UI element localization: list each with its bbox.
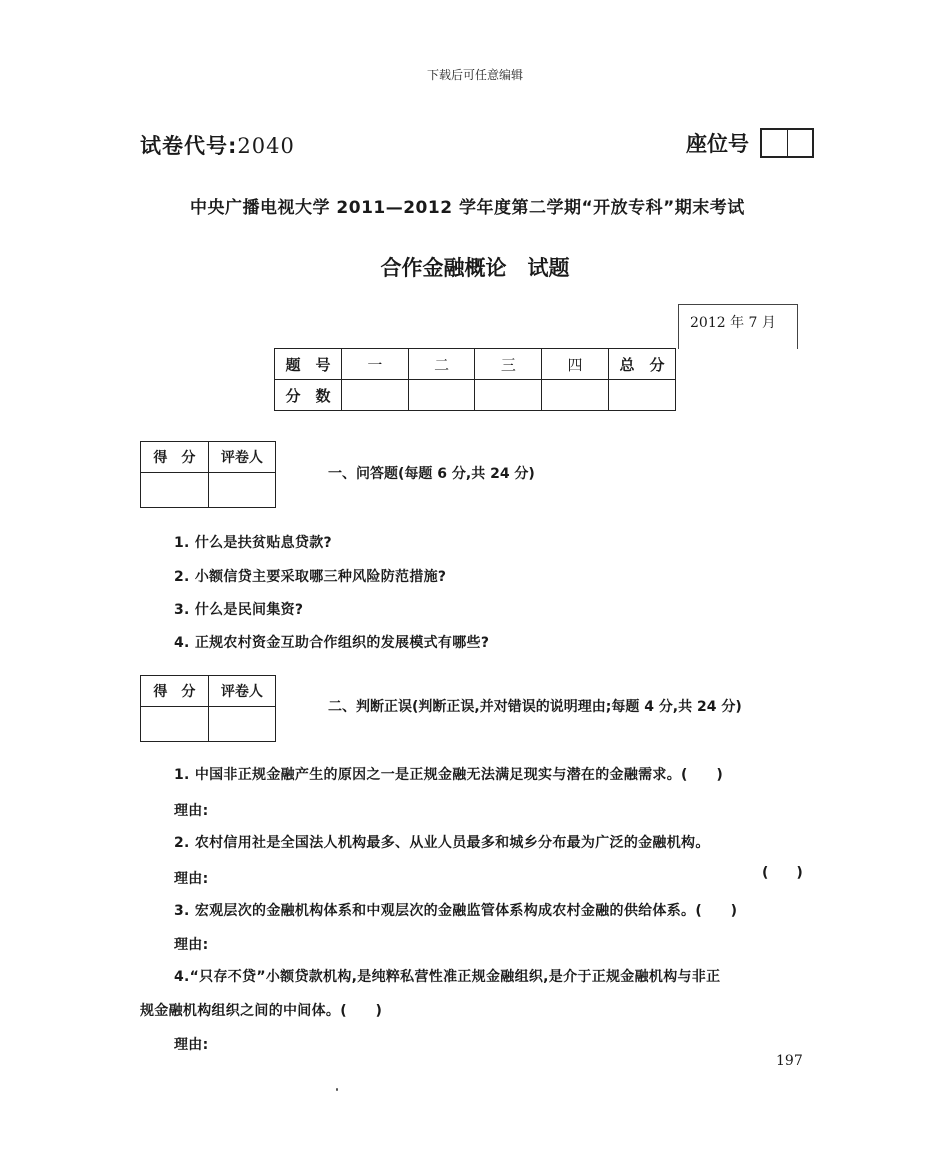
reason-label: 理由: [174, 1037, 209, 1053]
grader-score-cell [141, 707, 209, 742]
section2-question-3: 3. 宏观层次的金融机构体系和中观层次的金融监管体系构成农村金融的供给体系。( ) [174, 903, 738, 919]
seat-number-boxes [760, 128, 814, 158]
section2-question-1: 1. 中国非正规金融产生的原因之一是正规金融无法满足现实与潜在的金融需求。( ) [174, 767, 724, 783]
grader-label: 评卷人 [208, 442, 275, 473]
grader-label: 评卷人 [208, 676, 275, 707]
score-table-header-cell: 二 [408, 349, 475, 380]
grader-box-section1 [140, 441, 276, 508]
download-note: 下载后可任意编辑 [426, 68, 523, 82]
section2-question-2: 2. 农村信用社是全国法人机构最多、从业人员最多和城乡分布最为广泛的金融机构。 [174, 835, 710, 851]
grader-box-section2 [140, 675, 276, 742]
reason-label: 理由: [174, 871, 209, 887]
answer-parentheses: ( ) [762, 865, 803, 881]
exam-title: 中央广播电视大学 2011—2012 学年度第二学期“开放专科”期末考试 [190, 198, 745, 218]
course-title: 合作金融概论 试题 [380, 256, 570, 280]
grader-score-label: 得 分 [141, 442, 209, 473]
bleed-through-text [320, 132, 554, 151]
score-table-header-row [275, 349, 676, 380]
score-table-header-cell: 总 分 [608, 349, 675, 380]
score-cell [542, 380, 609, 411]
section1-question: 2. 小额信贷主要采取哪三种风险防范措施? [174, 569, 447, 585]
exam-date: 2012 年 7 月 [690, 315, 776, 331]
page-number: 197 [776, 1053, 803, 1069]
section2-question-4-line2: 规金融机构组织之间的中间体。( ) [140, 1003, 383, 1019]
paper-code-label: 试卷代号: [140, 134, 238, 158]
section1-question: 4. 正规农村资金互助合作组织的发展模式有哪些? [174, 635, 490, 651]
section1-heading: 一、问答题(每题 6 分,共 24 分) [328, 466, 535, 482]
score-cell [342, 380, 409, 411]
score-table-header-cell: 一 [342, 349, 409, 380]
paper-code-value: 2040 [237, 134, 295, 158]
score-cell [408, 380, 475, 411]
scan-speck [336, 1088, 338, 1091]
score-table-header-cell: 四 [542, 349, 609, 380]
section2-question-4-line1: 4.“只存不贷”小额贷款机构,是纯粹私营性准正规金融组织,是介于正规金融机构与非正 [174, 969, 721, 985]
reason-label: 理由: [174, 937, 209, 953]
section2-heading: 二、判断正误(判断正误,并对错误的说明理由;每题 4 分,共 24 分) [328, 699, 742, 715]
section1-question: 1. 什么是扶贫贴息贷款? [174, 535, 332, 551]
score-row-label: 分 数 [275, 380, 342, 411]
grader-score-cell [141, 473, 209, 508]
section1-question: 3. 什么是民间集资? [174, 602, 304, 618]
reason-label: 理由: [174, 803, 209, 819]
paper-code [140, 130, 295, 160]
score-cell [608, 380, 675, 411]
score-table-score-row [275, 380, 676, 411]
score-table-header-cell: 题 号 [275, 349, 342, 380]
grader-name-cell [208, 707, 275, 742]
score-table-header-cell: 三 [475, 349, 542, 380]
seat-label: 座位号 [686, 132, 749, 156]
score-table [274, 348, 676, 411]
grader-name-cell [208, 473, 275, 508]
grader-score-label: 得 分 [141, 676, 209, 707]
score-cell [475, 380, 542, 411]
